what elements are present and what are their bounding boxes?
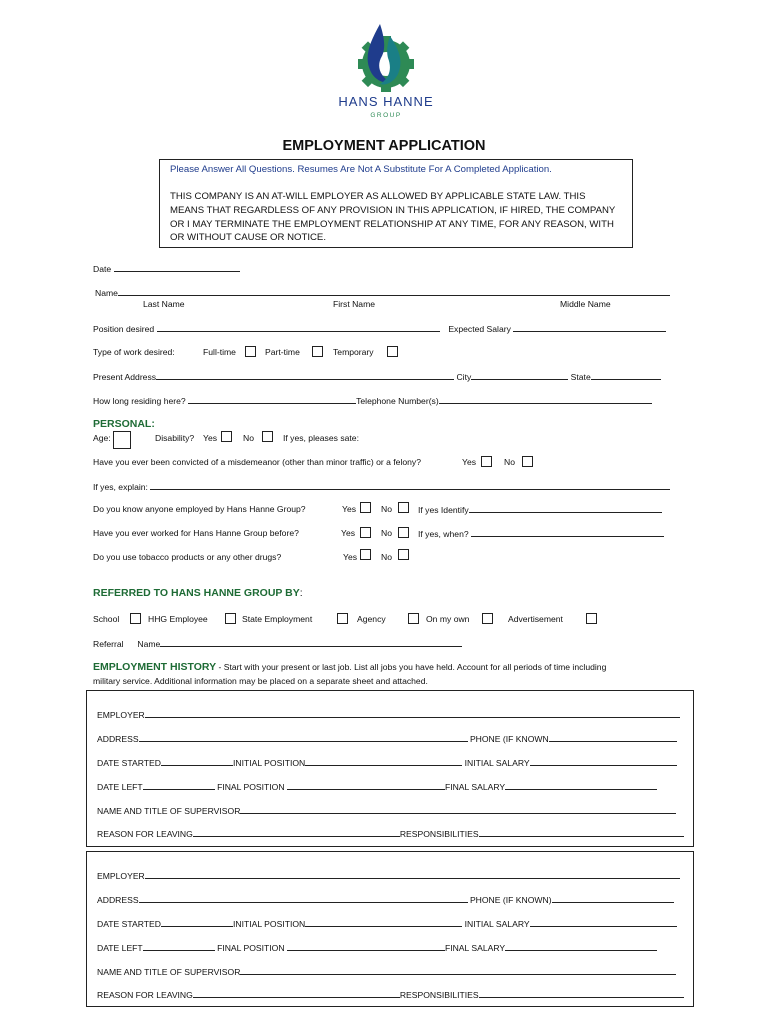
history-heading: EMPLOYMENT HISTORY <box>93 661 217 673</box>
initial-position-label: INITIAL POSITION <box>232 758 306 768</box>
middle-name-caption: Middle Name <box>560 299 611 309</box>
full-time-checkbox[interactable] <box>245 346 256 357</box>
company-name: HANS HANNE <box>338 94 434 109</box>
agency-label: Agency <box>357 614 386 624</box>
on-my-own-checkbox[interactable] <box>482 613 493 624</box>
know-yes-label: Yes <box>342 504 357 514</box>
tobacco-no-label: No <box>381 552 392 562</box>
identify-label: If yes Identify <box>418 505 469 515</box>
address-row <box>97 733 677 744</box>
phone-label: PHONE (IF KNOWN <box>469 734 549 744</box>
final-salary-label: FINAL SALARY <box>444 782 506 792</box>
address-label: ADDRESS <box>97 734 139 744</box>
reason-input[interactable] <box>193 989 400 998</box>
temporary-checkbox[interactable] <box>387 346 398 357</box>
supervisor-row <box>97 805 676 816</box>
supervisor-label: NAME AND TITLE OF SUPERVISOR <box>97 806 241 816</box>
worked-yes-label: Yes <box>341 528 356 538</box>
date-left-input[interactable] <box>143 781 215 790</box>
employer-box-1 <box>86 690 694 847</box>
phone-label: PHONE (IF KNOWN) <box>469 895 552 905</box>
when-row <box>418 528 664 539</box>
convicted-yes-checkbox[interactable] <box>481 456 492 467</box>
state-employment-checkbox[interactable] <box>337 613 348 624</box>
telephone-label: Telephone Number(s) <box>356 396 439 406</box>
disability-state-label: If yes, pleases sate: <box>283 433 359 443</box>
when-label: If yes, when? <box>418 529 469 539</box>
state-label: State <box>570 372 591 382</box>
agency-checkbox[interactable] <box>408 613 419 624</box>
company-group: GROUP <box>370 112 402 119</box>
dates-row <box>97 918 677 929</box>
referral-name-input[interactable] <box>160 638 462 647</box>
identify-row <box>418 504 662 515</box>
first-name-caption: First Name <box>333 299 376 309</box>
date-left-input[interactable] <box>143 942 215 951</box>
notice-box <box>159 159 633 248</box>
tobacco-yes-checkbox[interactable] <box>360 549 371 560</box>
supervisor-row <box>97 966 676 977</box>
gear-flame-icon <box>340 22 432 94</box>
position-row <box>93 323 666 334</box>
work-type-label: Type of work desired: <box>93 347 175 357</box>
employer-label: EMPLOYER <box>97 871 145 881</box>
date-input[interactable] <box>114 263 240 272</box>
explain-input[interactable] <box>150 481 670 490</box>
date-row <box>93 263 240 274</box>
state-input[interactable] <box>591 371 661 380</box>
worked-before-question: Have you ever worked for Hans Hanne Group before? <box>93 528 299 538</box>
advertisement-checkbox[interactable] <box>586 613 597 624</box>
convicted-question: Have you ever been convicted of a misdemeanor (other than minor traffic) or a felony? <box>93 457 422 467</box>
hhg-employee-checkbox[interactable] <box>225 613 236 624</box>
date-started-input[interactable] <box>161 918 233 927</box>
know-no-label: No <box>381 504 392 514</box>
employer-input[interactable] <box>145 709 680 718</box>
supervisor-input[interactable] <box>240 966 676 975</box>
reason-label: REASON FOR LEAVING <box>97 990 193 1000</box>
employer-row <box>97 870 680 881</box>
worked-no-label: No <box>381 528 392 538</box>
date-left-label: DATE LEFT <box>97 943 143 953</box>
left-row <box>97 781 657 792</box>
left-row <box>97 942 657 953</box>
date-started-label: DATE STARTED <box>97 919 161 929</box>
worked-no-checkbox[interactable] <box>398 527 409 538</box>
city-input[interactable] <box>471 371 568 380</box>
how-long-label: How long residing here? <box>93 396 186 406</box>
tobacco-no-checkbox[interactable] <box>398 549 409 560</box>
responsibilities-label: RESPONSIBILITIES <box>399 829 479 839</box>
know-yes-checkbox[interactable] <box>360 502 371 513</box>
final-salary-input[interactable] <box>505 942 657 951</box>
phone-input[interactable] <box>552 894 674 903</box>
reason-label: REASON FOR LEAVING <box>97 829 193 839</box>
know-anyone-question: Do you know anyone employed by Hans Hanne Group? <box>93 504 306 514</box>
initial-salary-label: INITIAL SALARY <box>464 758 530 768</box>
disability-no-checkbox[interactable] <box>262 431 273 442</box>
final-salary-label: FINAL SALARY <box>444 943 506 953</box>
employer-label: EMPLOYER <box>97 710 145 720</box>
address-input[interactable] <box>139 733 468 742</box>
initial-position-input[interactable] <box>305 918 462 927</box>
address-row <box>93 371 661 382</box>
history-heading-row <box>93 661 606 673</box>
age-label: Age: <box>93 433 111 443</box>
referred-heading-colon: : <box>299 587 303 599</box>
employer-input[interactable] <box>145 870 680 879</box>
initial-salary-input[interactable] <box>530 918 677 927</box>
disability-yes-checkbox[interactable] <box>221 431 232 442</box>
reason-input[interactable] <box>193 828 400 837</box>
initial-position-label: INITIAL POSITION <box>232 919 306 929</box>
referred-heading-text: REFERRED TO HANS HANNE GROUP BY <box>93 587 300 599</box>
full-time-label: Full-time <box>203 347 236 357</box>
responsibilities-input[interactable] <box>479 989 684 998</box>
notice-line: THIS COMPANY IS AN AT-WILL EMPLOYER AS ALLOWED BY APPLICABLE STATE LAW. THIS <box>170 191 586 202</box>
worked-yes-checkbox[interactable] <box>360 527 371 538</box>
reason-row <box>97 989 684 1000</box>
school-checkbox[interactable] <box>130 613 141 624</box>
address-input[interactable] <box>139 894 468 903</box>
convicted-yes-label: Yes <box>462 457 477 467</box>
name-row <box>95 287 670 298</box>
date-started-label: DATE STARTED <box>97 758 161 768</box>
address-label: ADDRESS <box>97 895 139 905</box>
address-row <box>97 894 674 905</box>
date-left-label: DATE LEFT <box>97 782 143 792</box>
state-employment-label: State Employment <box>242 614 313 624</box>
page-title: EMPLOYMENT APPLICATION <box>282 138 486 154</box>
final-position-input[interactable] <box>287 942 445 951</box>
city-label: City <box>456 372 472 382</box>
disability-yes-label: Yes <box>203 433 218 443</box>
know-no-checkbox[interactable] <box>398 502 409 513</box>
position-label: Position desired <box>93 324 155 334</box>
employer-row <box>97 709 680 720</box>
personal-heading: PERSONAL: <box>93 418 155 430</box>
tobacco-yes-label: Yes <box>343 552 358 562</box>
position-input[interactable] <box>157 323 440 332</box>
tobacco-question: Do you use tobacco products or any other drugs? <box>93 552 282 562</box>
supervisor-input[interactable] <box>240 805 676 814</box>
final-position-label: FINAL POSITION <box>217 943 285 953</box>
initial-salary-label: INITIAL SALARY <box>464 919 530 929</box>
name-label: Name <box>95 288 118 298</box>
temporary-label: Temporary <box>333 347 374 357</box>
notice-headline: Please Answer All Questions. Resumes Are Not A Substitute For A Completed Application. <box>170 164 552 175</box>
supervisor-label: NAME AND TITLE OF SUPERVISOR <box>97 967 241 977</box>
convicted-no-label: No <box>504 457 515 467</box>
salary-input[interactable] <box>513 323 666 332</box>
phone-input[interactable] <box>549 733 677 742</box>
age-input[interactable] <box>113 431 131 449</box>
on-my-own-label: On my own <box>426 614 470 624</box>
referral-row <box>93 638 462 649</box>
telephone-input[interactable] <box>439 395 652 404</box>
responsibilities-label: RESPONSIBILITIES <box>399 990 479 1000</box>
part-time-label: Part-time <box>265 347 300 357</box>
how-long-input[interactable] <box>188 395 356 404</box>
initial-salary-input[interactable] <box>530 757 677 766</box>
salary-label: Expected Salary <box>448 324 511 334</box>
date-label: Date <box>93 264 112 274</box>
company-logo <box>340 22 432 122</box>
when-input[interactable] <box>471 528 664 537</box>
present-address-label: Present Address <box>93 372 157 382</box>
explain-row <box>93 481 670 492</box>
history-intro-2: military service. Additional information may be placed on a separate sheet and attached. <box>93 676 428 686</box>
initial-position-input[interactable] <box>305 757 462 766</box>
disability-label: Disability? <box>155 433 195 443</box>
name-input[interactable] <box>118 287 670 296</box>
final-position-label: FINAL POSITION <box>217 782 285 792</box>
disability-no-label: No <box>243 433 254 443</box>
referral-label: Referral <box>93 639 124 649</box>
final-position-input[interactable] <box>287 781 445 790</box>
reason-row <box>97 828 684 839</box>
employer-box-2 <box>86 851 694 1007</box>
last-name-caption: Last Name <box>143 299 185 309</box>
referral-name-label: Name <box>137 639 161 649</box>
convicted-no-checkbox[interactable] <box>522 456 533 467</box>
part-time-checkbox[interactable] <box>312 346 323 357</box>
history-intro: - Start with your present or last job. List all jobs you have held. Account for all periods of time including <box>216 662 607 672</box>
notice-line: OR WITHOUT CAUSE OR NOTICE. <box>170 232 326 243</box>
explain-label: If yes, explain: <box>93 482 148 492</box>
residence-row <box>93 395 652 406</box>
date-started-input[interactable] <box>161 757 233 766</box>
identify-input[interactable] <box>469 504 662 513</box>
dates-row <box>97 757 677 768</box>
school-label: School <box>93 614 120 624</box>
referred-heading <box>93 587 303 599</box>
final-salary-input[interactable] <box>505 781 657 790</box>
present-address-input[interactable] <box>156 371 454 380</box>
notice-line: MEANS THAT REGARDLESS OF ANY PROVISION IN THIS APPLICATION, IF HIRED, THE COMPANY <box>170 205 616 216</box>
notice-line: OR I MAY TERMINATE THE EMPLOYMENT RELATIONSHIP AT ANY TIME, FOR ANY REASON, WITH <box>170 219 614 230</box>
hhg-employee-label: HHG Employee <box>148 614 208 624</box>
responsibilities-input[interactable] <box>479 828 684 837</box>
advertisement-label: Advertisement <box>508 614 563 624</box>
